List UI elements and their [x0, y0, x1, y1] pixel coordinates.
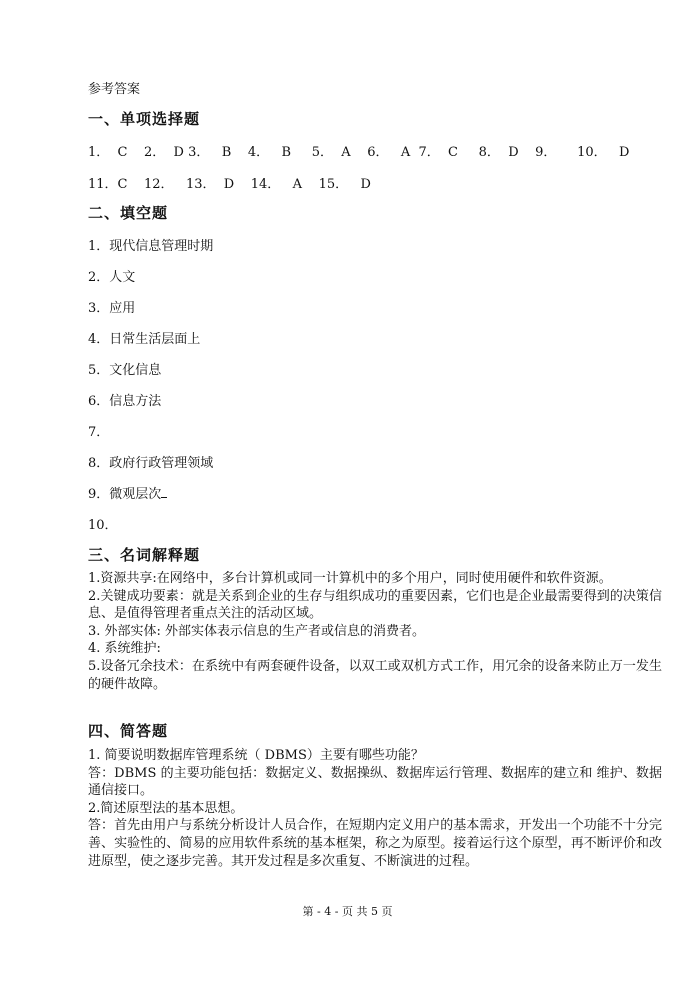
short-answer-2: 答：首先由用户与系统分析设计人员合作，在短期内定义用户的基本需求，开发出一个功能不十分完善、实验性的、简易的应用软件系统的基本框架，称之为原型。接着运行这个原型，再不断评价和改进原型，使之逐步完善。其开发过程是多次重复、不断演进的过程。 [88, 818, 662, 869]
fill-answer-8: 8．政府行政管理领域 [88, 456, 214, 471]
blank-underline [161, 485, 167, 498]
page-title: 参考答案 [88, 82, 141, 97]
fill-answer-3: 3．应用 [88, 301, 136, 316]
fill-answer-9: 9．微观层次 [88, 487, 162, 502]
section-heading-terms: 三、名词解释题 [88, 546, 201, 564]
short-question-1: 1. 简要说明数据库管理系统（ DBMS）主要有哪些功能？ [88, 748, 424, 763]
section-heading-short: 四、简答题 [88, 722, 169, 740]
fill-answer-7: 7． [88, 425, 110, 440]
section-heading-mcq: 一、单项选择题 [88, 110, 201, 128]
term-answer-3: 3. 外部实体: 外部实体表示信息的生产者或信息的消费者。 [88, 623, 426, 639]
page-footer: 第 - 4 - 页 共 5 页 [302, 905, 393, 918]
fill-answer-2: 2．人文 [88, 270, 136, 285]
fill-answer-9-row [88, 483, 167, 502]
mcq-answers-line-2: 11．C 12． 13． D 14． A 15． D [88, 177, 371, 192]
short-answer-1: 答：DBMS 的主要功能包括：数据定义、数据操纵、数据库运行管理、数据库的建立和 维护、数据通信接口。 [88, 765, 662, 799]
terms-answers [88, 570, 662, 693]
fill-answer-6: 6．信息方法 [88, 394, 162, 409]
section-heading-fill: 二、填空题 [88, 204, 169, 222]
term-answer-1: 1.资源共享:在网络中，多台计算机或同一计算机中的多个用户，同时使用硬件和软件资源。 [88, 571, 612, 586]
term-answer-4: 4. 系统维护: [88, 641, 161, 657]
term-answer-2: 2.关键成功要素：就是关系到企业的生存与组织成功的重要因素，它们也是企业最需要得到的决策信息、是值得管理者重点关注的活动区域。 [88, 588, 662, 622]
fill-answer-1: 1．现代信息管理时期 [88, 239, 214, 254]
mcq-answers-line-1: 1． C 2． D 3． B 4． B 5． A 6． A 7． C 8． D 9． 10． D [88, 145, 630, 160]
short-question-2: 2.简述原型法的基本思想。 [88, 800, 244, 816]
fill-answer-10: 10． [88, 518, 118, 533]
term-answer-5: 5.设备冗余技术：在系统中有两套硬件设备，以双工或双机方式工作，用冗余的设备来防止万一发生的硬件故障。 [88, 658, 662, 692]
fill-answer-5: 5．文化信息 [88, 363, 162, 378]
short-answers [88, 747, 662, 870]
fill-answer-4: 4．日常生活层面上 [88, 332, 201, 347]
